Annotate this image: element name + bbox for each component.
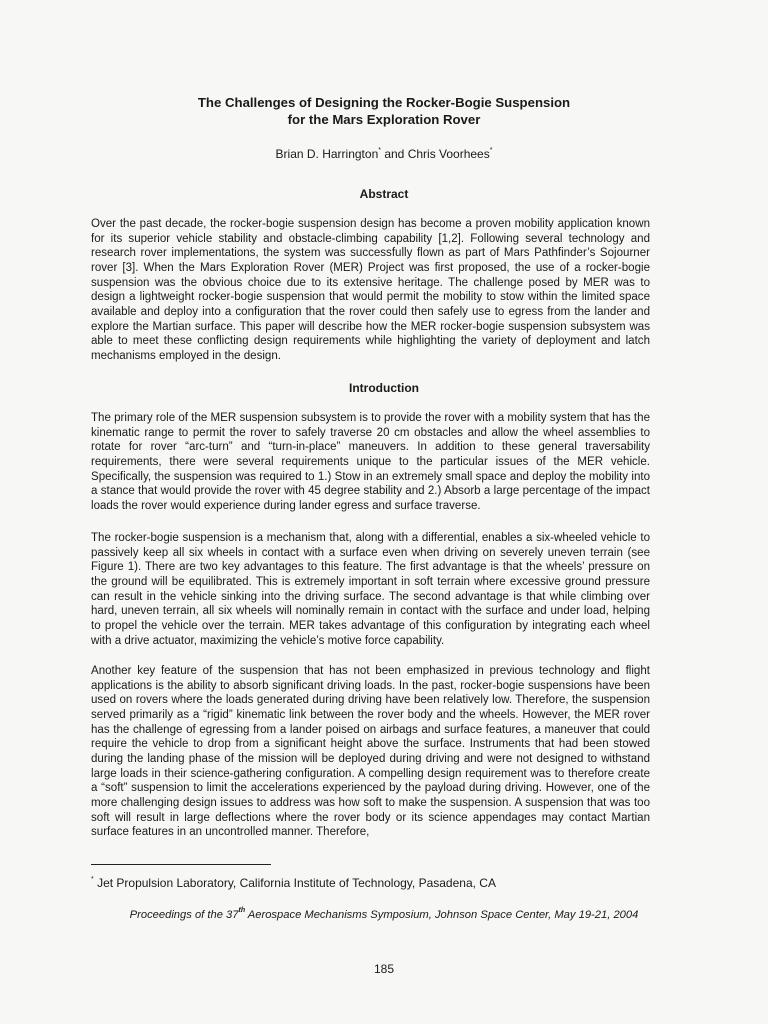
author-affiliation-mark-2: * [489,147,493,154]
author-name-2: Chris Voorhees [407,147,490,161]
introduction-heading: Introduction [349,381,419,395]
intro-paragraph-2: The rocker-bogie suspension is a mechanism that, along with a differential, enables a six-wheeled vehicle to passively keep all six wheels in contact with a surface even when driving on severely uneven terrain (see Figure 1). There are two key advantages to this feature. The first advantage is that the wheels’ pressure on the ground will be equilibrated. This is extremely important in soft terrain where excessive ground pressure can result in the vehicle sinking into the driving surface. The second advantage is that while climbing over hard, uneven terrain, all six wheels will nominally remain in contact with the surface and under load, helping to propel the vehicle over the terrain. MER takes advantage of this configuration by integrating each wheel with a drive actuator, maximizing the vehicle’s motive force capability. [91,532,650,647]
intro-paragraph-1: The primary role of the MER suspension subsystem is to provide the rover with a mobility system that has the kinematic range to permit the rover to safely traverse 20 cm obstacles and allow the wheel assemblies to rotate for rover “arc-turn” and “turn-in-place” maneuvers. In addition to these general traversability requirements, there were several requirements unique to the particular issues of the MER vehicle. Specifically, the suspension was required to 1.) Stow in an extremely small space and deploy the mobility into a stance that would provide the rover with 45 degree stability and 2.) Absorb a large percentage of the impact loads the rover would experience during lander egress and surface traverse. [91,412,650,512]
paper-title [0,94,768,128]
author-affiliation-mark-1: * [378,147,381,154]
title-line-2: for the Mars Exploration Rover [287,112,481,127]
proceedings-suffix: Aerospace Mechanisms Symposium, Johnson Space Center, May 19-21, 2004 [245,909,639,921]
affiliation-footnote [91,872,496,891]
footnote-divider [91,864,271,865]
author-line [0,143,768,162]
proceedings-ordinal: th [238,907,246,914]
abstract-heading: Abstract [359,187,409,201]
proceedings-prefix: Proceedings of the 37 [129,909,239,921]
title-line-1: The Challenges of Designing the Rocker-Bogie Suspension [197,95,571,110]
footnote-mark: * [91,876,94,883]
footnote-text: Jet Propulsion Laboratory, California Institute of Technology, Pasadena, CA [93,876,496,890]
abstract-paragraph: Over the past decade, the rocker-bogie suspension design has become a proven mobility application known for its superior vehicle stability and obstacle-climbing capability [1,2]. Following several technology and research rover implementations, the system was successfully flown as part of Mars Pathfinder’s Sojourner rover [3]. When the Mars Exploration Rover (MER) Project was first proposed, the use of a rocker-bogie suspension was the obvious choice due to its extensive heritage. The challenge posed by MER was to design a lightweight rocker-bogie suspension that would permit the mobility to stow within the limited space available and deploy into a configuration that the rover could then safely use to egress from the lander and explore the Martian surface. This paper will describe how the MER rocker-bogie suspension subsystem was able to meet these conflicting design requirements while highlighting the variety of deployment and latch mechanisms employed in the design. [91,218,650,362]
proceedings-citation [0,903,768,923]
page-number: 185 [373,962,395,976]
intro-paragraph-3: Another key feature of the suspension that has not been emphasized in previous technology and flight applications is the ability to absorb significant driving loads. In the past, rocker-bogie suspensions have been used on rovers where the loads generated during driving have been relatively low. Therefore, the suspension served primarily as a “rigid” kinematic link between the rover body and the wheels. However, the MER rover has the challenge of egressing from a lander poised on airbags and surface features, a maneuver that could require the vehicle to drop from a significant height above the surface. Instruments that had been stowed during the landing phase of the mission will be deployed during driving and were not designed to withstand large loads in their science-gathering configuration. A compelling design requirement was to therefore create a “soft” suspension to limit the accelerations experienced by the payload during driving. However, one of the more challenging design issues to address was how soft to make the suspension. A suspension that was too soft will result in large deflections where the rover body or its science appendages may contact Martian surface features in an uncontrolled manner. Therefore, [91,665,650,839]
author-joiner: and [380,147,408,161]
author-name-1: Brian D. Harrington [275,147,379,161]
